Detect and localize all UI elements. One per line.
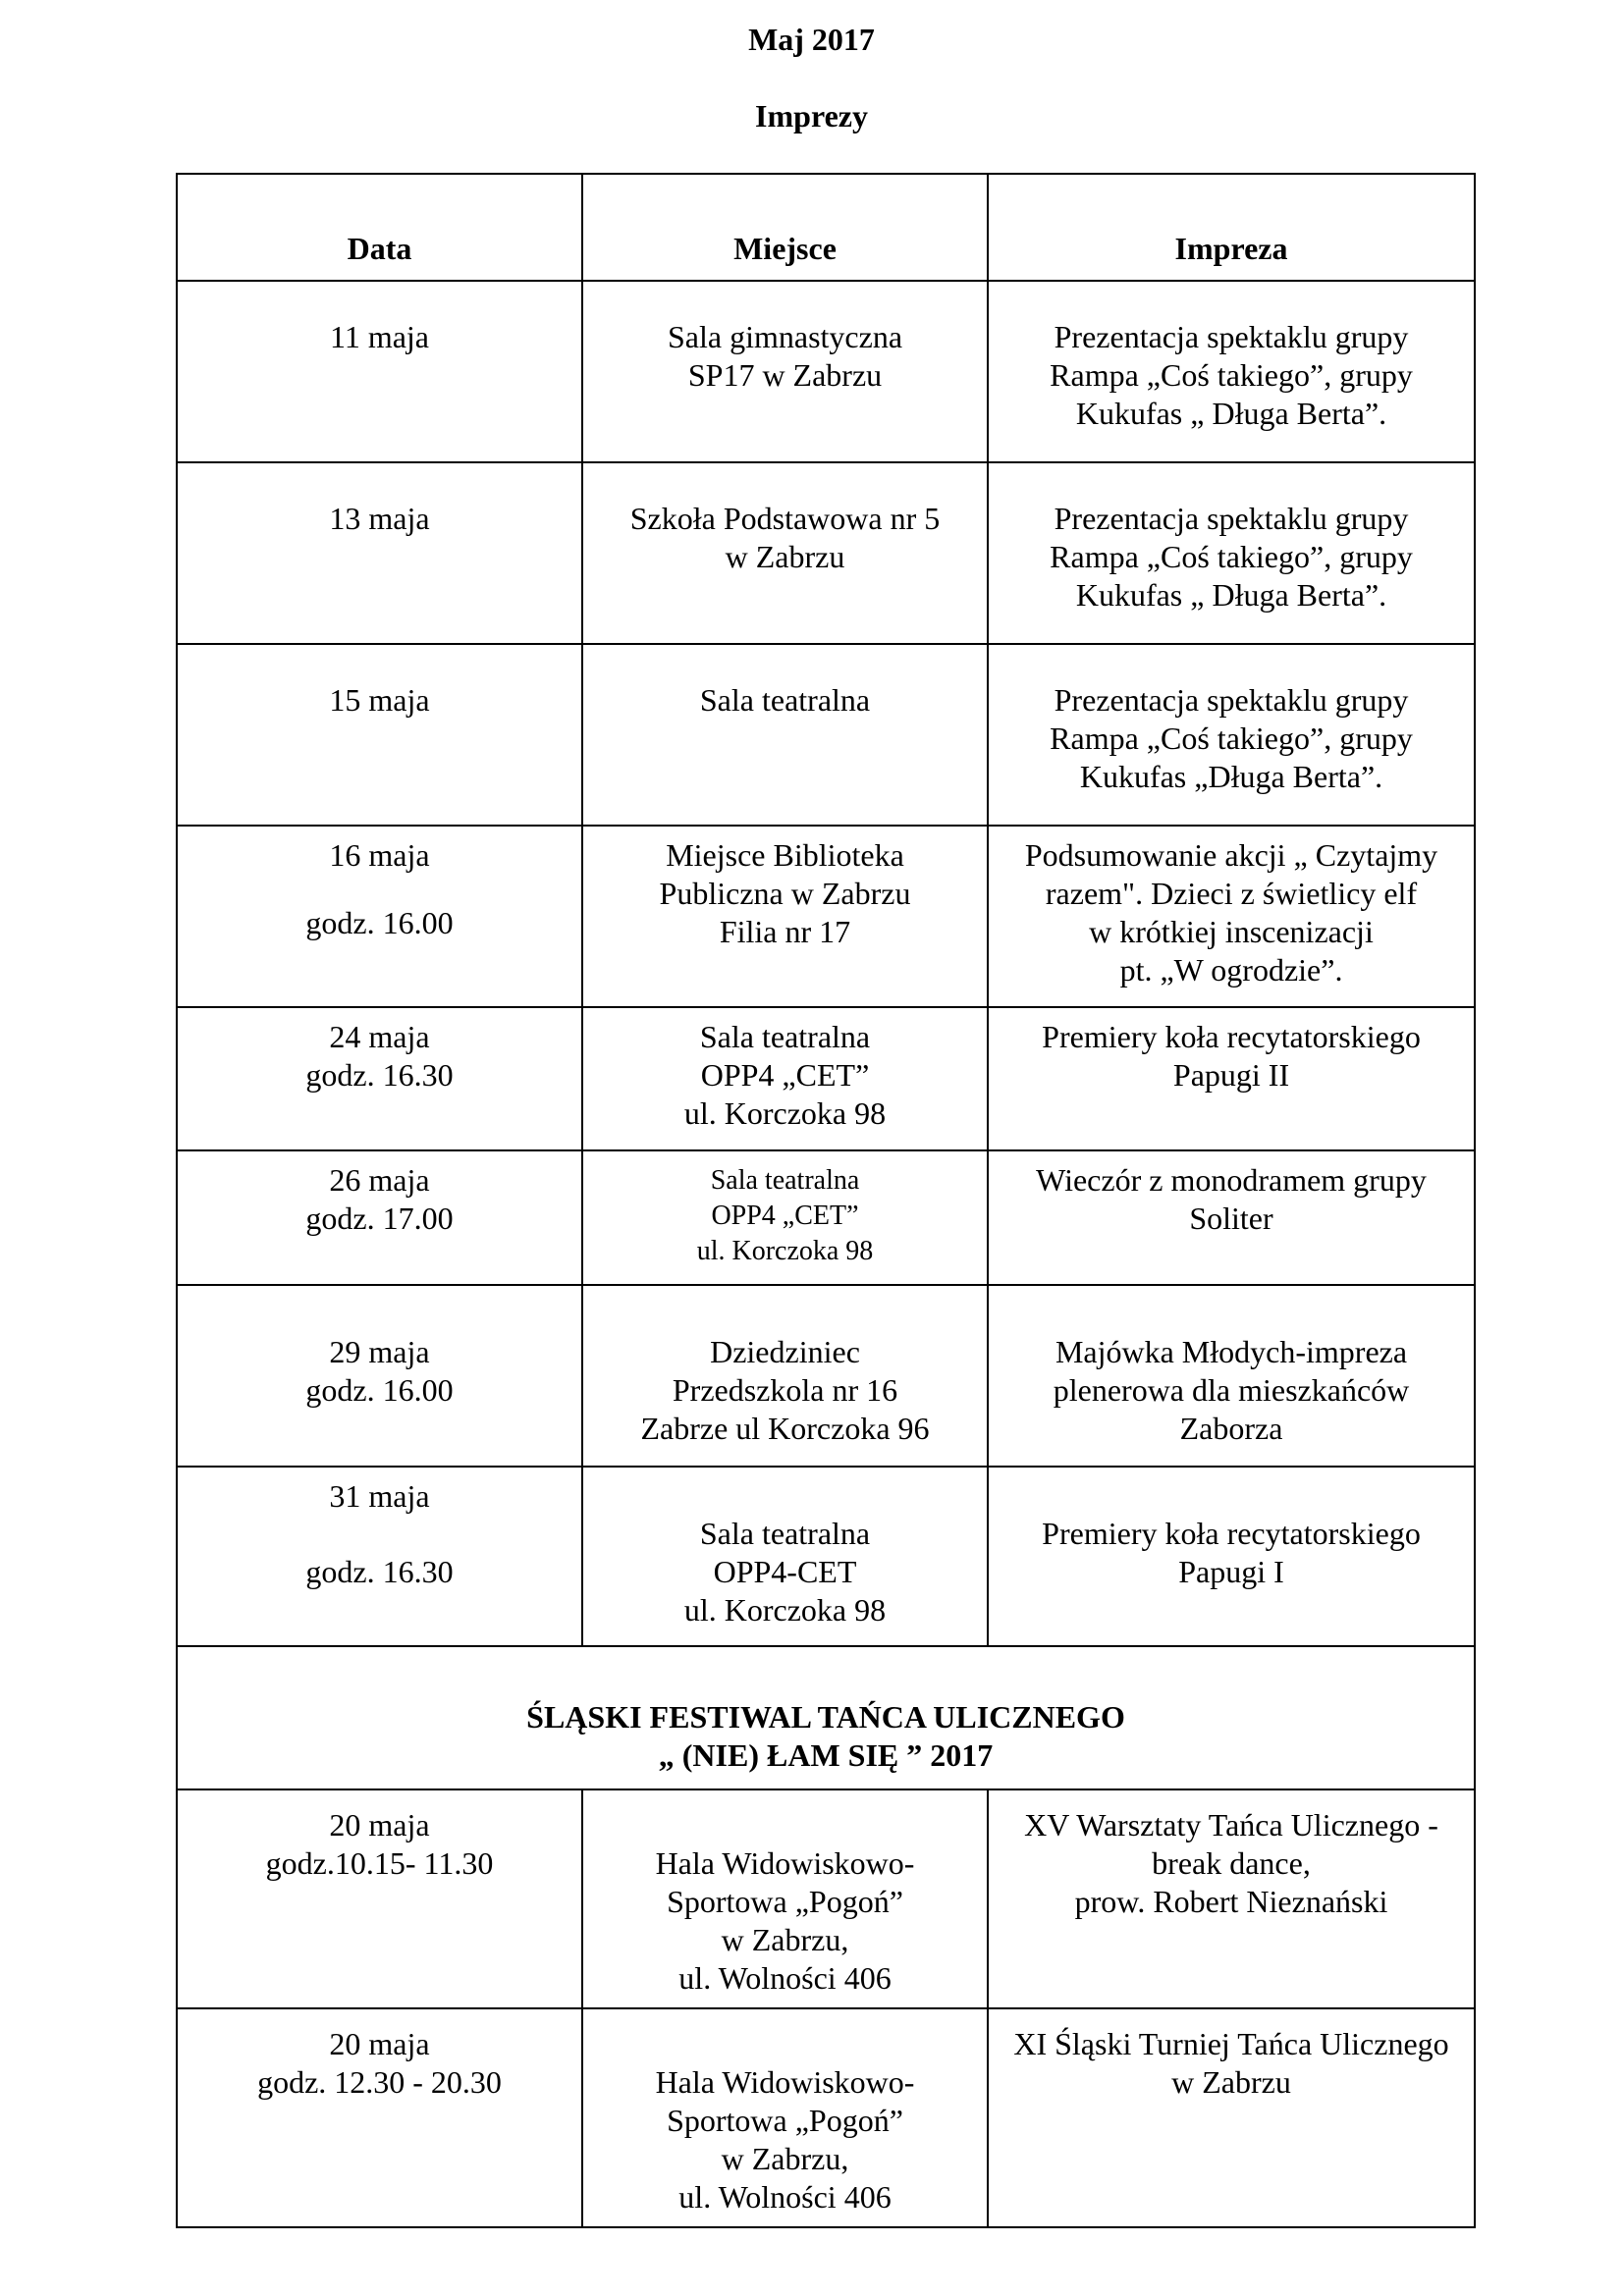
place-line: Dziedziniec	[710, 1334, 860, 1369]
event-line: Zaborza	[1179, 1411, 1283, 1446]
place-line: Publiczna w Zabrzu	[659, 876, 911, 911]
table-row	[177, 2008, 1475, 2227]
event-line: Majówka Młodych-impreza	[1055, 1334, 1408, 1369]
place-line: Sala gimnastyczna	[667, 319, 903, 354]
place-cell	[582, 1789, 988, 2008]
time-text: godz. 17.00	[305, 1201, 454, 1236]
place-cell	[582, 2008, 988, 2227]
place-line: Hala Widowiskowo-	[655, 1845, 915, 1881]
event-line: Kukufas „Długa Berta”.	[1079, 759, 1383, 794]
event-cell	[988, 281, 1475, 462]
place-line: Miejsce Biblioteka	[666, 837, 904, 873]
event-line: XI Śląski Turniej Tańca Ulicznego	[1013, 2026, 1449, 2061]
event-cell	[988, 1789, 1475, 2008]
event-cell	[988, 462, 1475, 644]
date-cell	[177, 826, 582, 1007]
place-line: Zabrze ul Korczoka 96	[640, 1411, 930, 1446]
event-cell	[988, 826, 1475, 1007]
place-cell	[582, 1467, 988, 1646]
place-cell	[582, 826, 988, 1007]
date-text: 29 maja	[329, 1334, 430, 1369]
event-line: Rampa „Coś takiego”, grupy	[1050, 357, 1413, 393]
time-text: godz. 16.00	[305, 1372, 454, 1408]
date-text: 13 maja	[329, 501, 430, 536]
date-cell	[177, 281, 582, 462]
event-line: Papugi II	[1172, 1057, 1290, 1093]
table-row	[177, 1007, 1475, 1150]
table-row	[177, 644, 1475, 826]
festival-title-cell	[177, 1646, 1475, 1789]
date-text: 31 maja	[329, 1478, 430, 1514]
date-text: 26 maja	[329, 1162, 430, 1198]
place-line: Sala teatralna	[699, 682, 871, 718]
table-row	[177, 281, 1475, 462]
date-cell	[177, 644, 582, 826]
date-text: 16 maja	[329, 837, 430, 873]
event-line: Prezentacja spektaklu grupy	[1054, 319, 1409, 354]
events-table	[176, 173, 1476, 2228]
time-text: godz. 16.30	[305, 1554, 454, 1589]
place-line: OPP4 „CET”	[711, 1201, 859, 1231]
event-cell	[988, 644, 1475, 826]
date-text: 24 maja	[329, 1019, 430, 1054]
place-line: SP17 w Zabrzu	[687, 357, 883, 393]
document-title: Maj 2017	[748, 22, 875, 57]
event-line: razem". Dzieci z świetlicy elf	[1045, 876, 1418, 911]
date-cell	[177, 1285, 582, 1467]
event-line: w Zabrzu	[1171, 2064, 1291, 2100]
place-line: Hala Widowiskowo-	[655, 2064, 915, 2100]
time-text: godz. 16.30	[305, 1057, 454, 1093]
place-line: Sportowa „Pogoń”	[667, 2103, 903, 2138]
table-row	[177, 462, 1475, 644]
place-cell	[582, 1007, 988, 1150]
date-cell	[177, 462, 582, 644]
place-cell	[582, 1150, 988, 1285]
place-line: w Zabrzu,	[721, 2141, 849, 2176]
table-header-row	[177, 174, 1475, 281]
place-line: ul. Korczoka 98	[683, 1095, 887, 1131]
table-row	[177, 826, 1475, 1007]
date-text: 20 maja	[329, 2026, 430, 2061]
place-line: Filia nr 17	[719, 914, 851, 949]
place-line: Sala teatralna	[699, 1516, 871, 1551]
festival-header-row	[177, 1646, 1475, 1789]
place-line: Przedszkola nr 16	[672, 1372, 898, 1408]
column-header-event: Impreza	[988, 174, 1475, 281]
event-line: Kukufas „ Długa Berta”.	[1075, 396, 1387, 431]
date-cell	[177, 1007, 582, 1150]
place-cell	[582, 462, 988, 644]
event-line: Papugi I	[1178, 1554, 1284, 1589]
event-line: Kukufas „ Długa Berta”.	[1075, 577, 1387, 613]
event-line: Soliter	[1189, 1201, 1273, 1236]
column-header-date: Data	[177, 174, 582, 281]
place-line: ul. Korczoka 98	[696, 1236, 874, 1266]
event-line: XV Warsztaty Tańca Ulicznego -	[1024, 1807, 1438, 1842]
place-line: Sala teatralna	[710, 1165, 860, 1196]
date-text: 11 maja	[330, 319, 429, 354]
time-text: godz. 16.00	[305, 905, 454, 940]
date-cell	[177, 1467, 582, 1646]
table-row	[177, 1467, 1475, 1646]
event-line: Wieczór z monodramem grupy	[1036, 1162, 1427, 1198]
event-line: Prezentacja spektaklu grupy	[1054, 682, 1409, 718]
place-line: ul. Wolności 406	[678, 2179, 892, 2215]
place-line: w Zabrzu	[725, 539, 845, 574]
event-line: Podsumowanie akcji „ Czytajmy	[1024, 837, 1438, 873]
event-line: Rampa „Coś takiego”, grupy	[1050, 721, 1413, 756]
table-row	[177, 1285, 1475, 1467]
place-line: Szkoła Podstawowa nr 5	[629, 501, 941, 536]
date-cell	[177, 1789, 582, 2008]
event-line: break dance,	[1152, 1845, 1311, 1881]
event-cell	[988, 1285, 1475, 1467]
place-line: Sportowa „Pogoń”	[667, 1884, 903, 1919]
festival-subtitle: „ (NIE) ŁAM SIĘ ” 2017	[658, 1737, 994, 1773]
place-line: ul. Wolności 406	[678, 1960, 892, 1996]
place-line: ul. Korczoka 98	[683, 1592, 887, 1628]
event-cell	[988, 1007, 1475, 1150]
event-line: w krótkiej inscenizacji	[1089, 914, 1374, 949]
event-line: plenerowa dla mieszkańców	[1053, 1372, 1410, 1408]
time-text: godz. 12.30 - 20.30	[257, 2064, 502, 2100]
date-cell	[177, 2008, 582, 2227]
place-cell	[582, 644, 988, 826]
event-line: Prezentacja spektaklu grupy	[1054, 501, 1409, 536]
date-text: 15 maja	[329, 682, 430, 718]
event-cell	[988, 2008, 1475, 2227]
table-row	[177, 1789, 1475, 2008]
document-subtitle: Imprezy	[755, 98, 868, 133]
table-row	[177, 1150, 1475, 1285]
festival-title: ŚLĄSKI FESTIWAL TAŃCA ULICZNEGO	[526, 1699, 1125, 1735]
event-line: Rampa „Coś takiego”, grupy	[1050, 539, 1413, 574]
place-line: OPP4-CET	[713, 1554, 857, 1589]
date-cell	[177, 1150, 582, 1285]
event-line: Premiery koła recytatorskiego	[1042, 1516, 1421, 1551]
event-line: Premiery koła recytatorskiego	[1042, 1019, 1421, 1054]
place-line: w Zabrzu,	[721, 1922, 849, 1957]
place-cell	[582, 1285, 988, 1467]
date-text: 20 maja	[329, 1807, 430, 1842]
event-cell	[988, 1150, 1475, 1285]
time-text: godz.10.15- 11.30	[265, 1845, 494, 1881]
place-cell	[582, 281, 988, 462]
event-line: pt. „W ogrodzie”.	[1119, 952, 1343, 988]
place-line: OPP4 „CET”	[700, 1057, 870, 1093]
event-cell	[988, 1467, 1475, 1646]
place-line: Sala teatralna	[699, 1019, 871, 1054]
column-header-place: Miejsce	[582, 174, 988, 281]
event-line: prow. Robert Nieznański	[1074, 1884, 1388, 1919]
